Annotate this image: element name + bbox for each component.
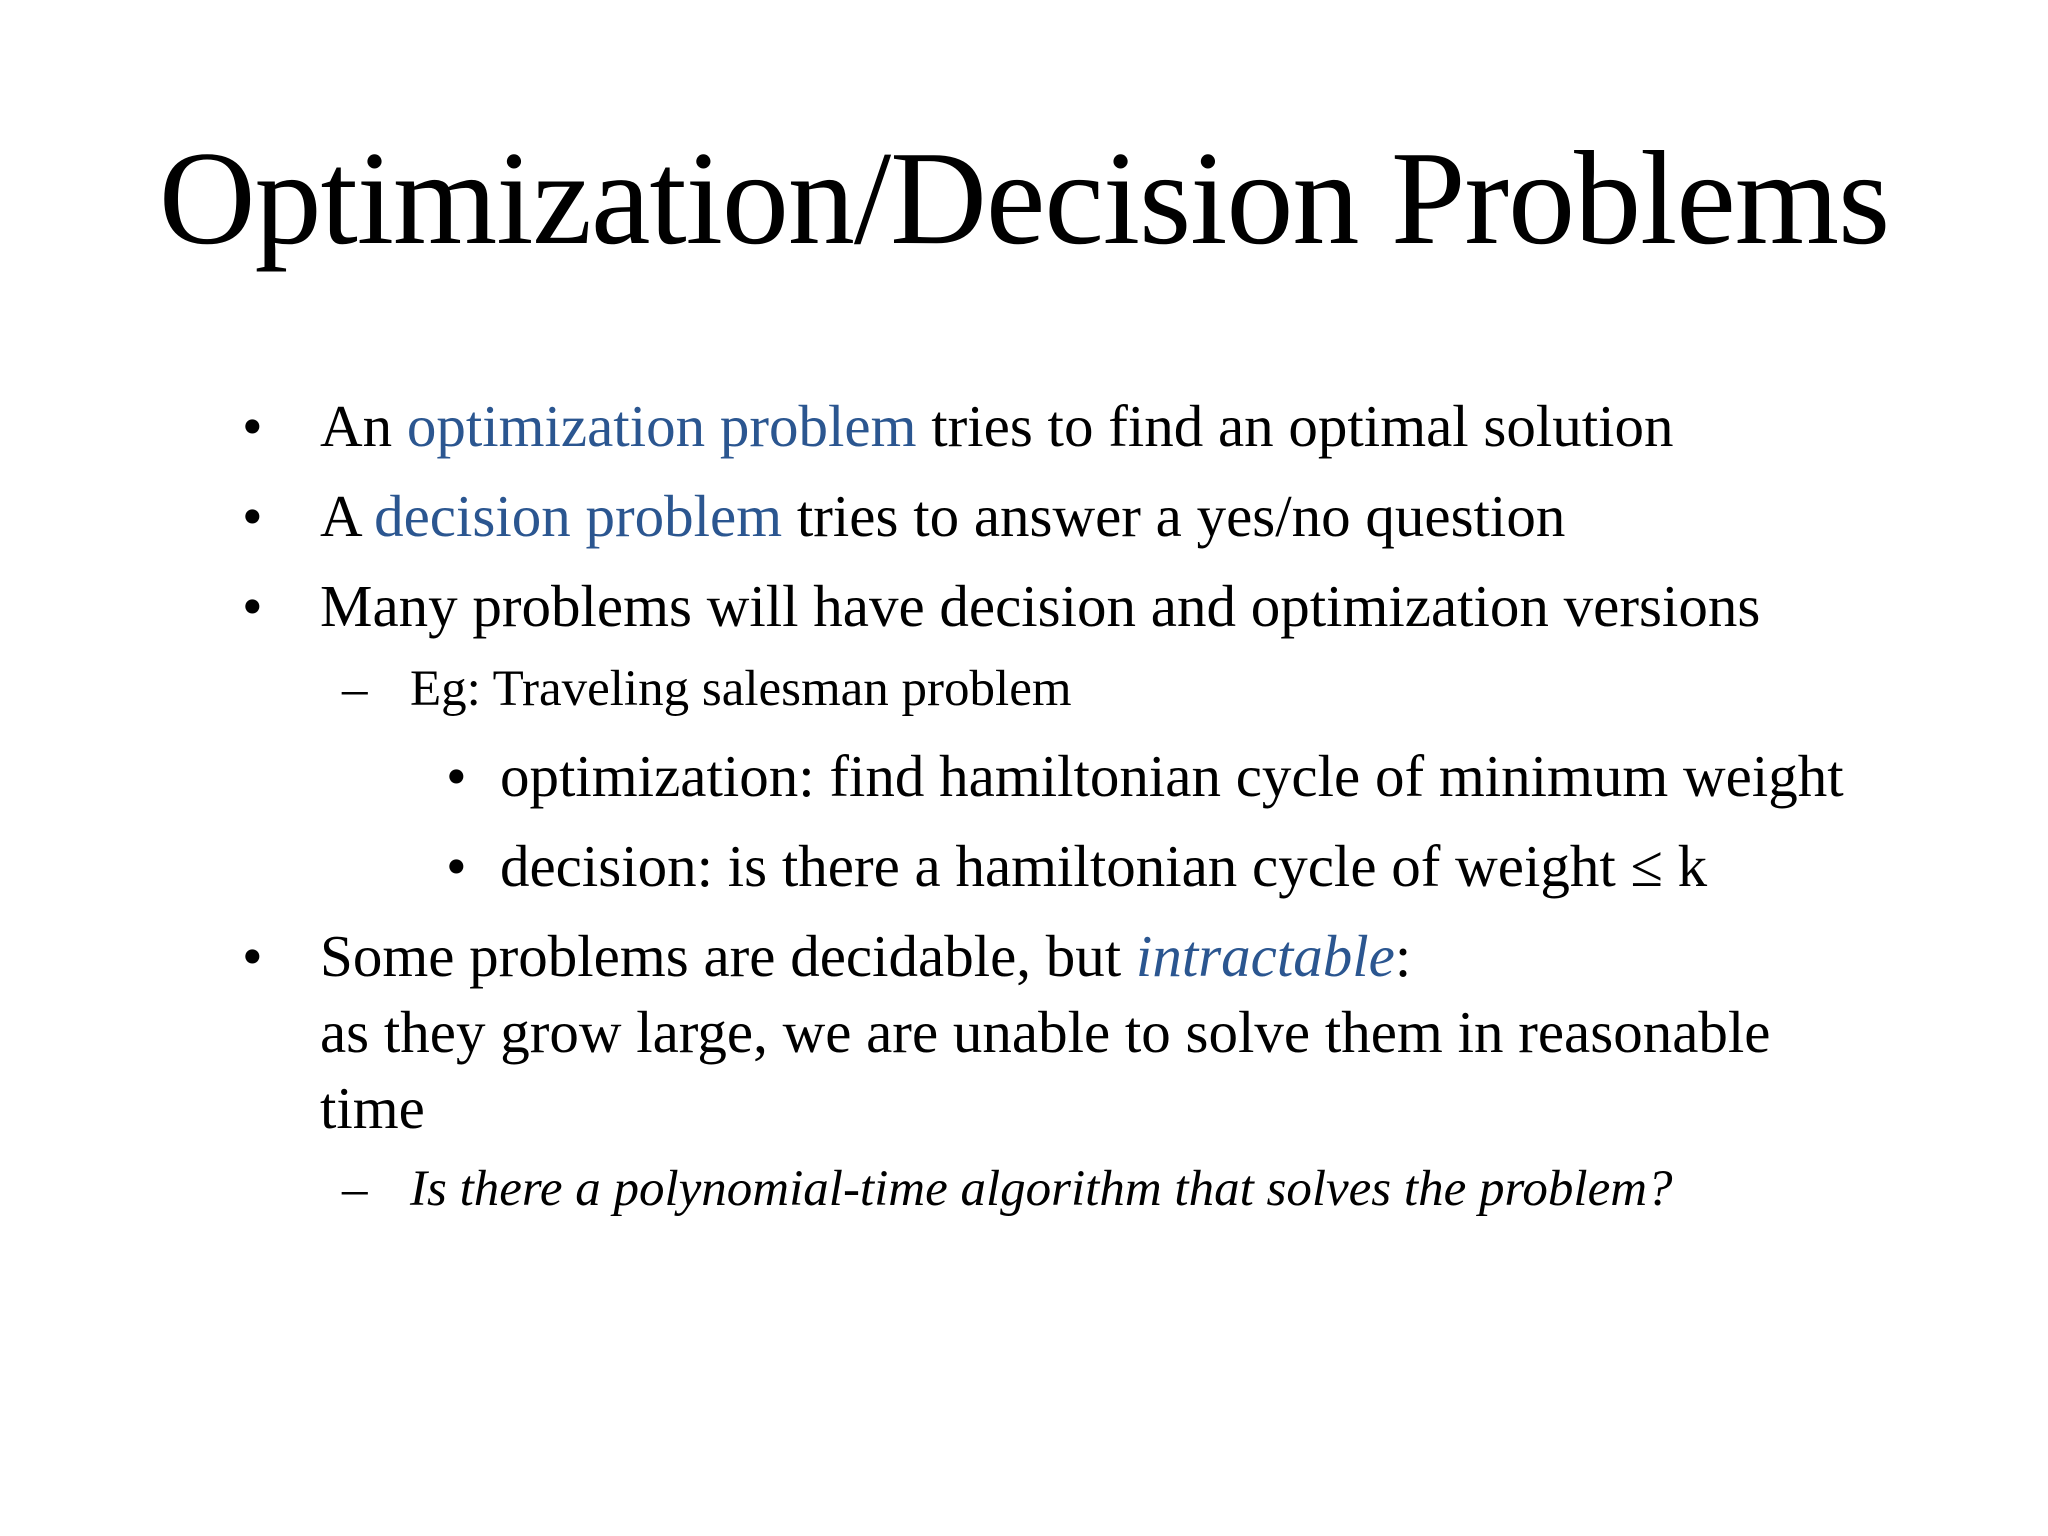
bullet-2-post: tries to answer a yes/no question <box>782 483 1566 549</box>
bullet-4-line-3: time <box>320 1075 425 1141</box>
bullet-1-text <box>320 388 1674 464</box>
bullet-2-marker: • <box>242 483 263 549</box>
bullet-3-marker: • <box>242 573 263 639</box>
subsub-1-text: optimization: find hamiltonian cycle of minimum weight <box>500 743 1844 809</box>
sub-2-text: Is there a polynomial-time algorithm that solves the problem? <box>410 1161 1673 1217</box>
bullet-1-marker: • <box>242 393 263 459</box>
term-optimization-problem: optimization problem <box>406 393 917 459</box>
subsub-2-marker: • <box>446 833 467 899</box>
bullet-4-post: : <box>1394 923 1412 989</box>
slide-title: Optimization/Decision Problems <box>158 124 1890 272</box>
bullet-3-text: Many problems will have decision and optimization versions <box>320 573 1761 639</box>
bullet-2-pre: A <box>320 483 375 549</box>
sub-1-text: Eg: Traveling salesman problem <box>410 661 1072 717</box>
bullet-1-pre: An <box>320 393 407 459</box>
sub-1-marker: – <box>342 661 368 717</box>
bullet-4-line-1 <box>320 918 1411 994</box>
term-decision-problem: decision problem <box>374 483 783 549</box>
sub-2-marker: – <box>342 1161 368 1217</box>
subsub-2-text: decision: is there a hamiltonian cycle of weight ≤ k <box>500 833 1708 899</box>
bullet-1-post: tries to find an optimal solution <box>916 393 1674 459</box>
bullet-4-pre: Some problems are decidable, but <box>320 923 1136 989</box>
bullet-2-text <box>320 478 1565 554</box>
subsub-1-marker: • <box>446 743 467 809</box>
term-intractable: intractable <box>1135 923 1395 989</box>
bullet-4-marker: • <box>242 923 263 989</box>
bullet-4-line-2: as they grow large, we are unable to solve them in reasonable <box>320 999 1771 1065</box>
